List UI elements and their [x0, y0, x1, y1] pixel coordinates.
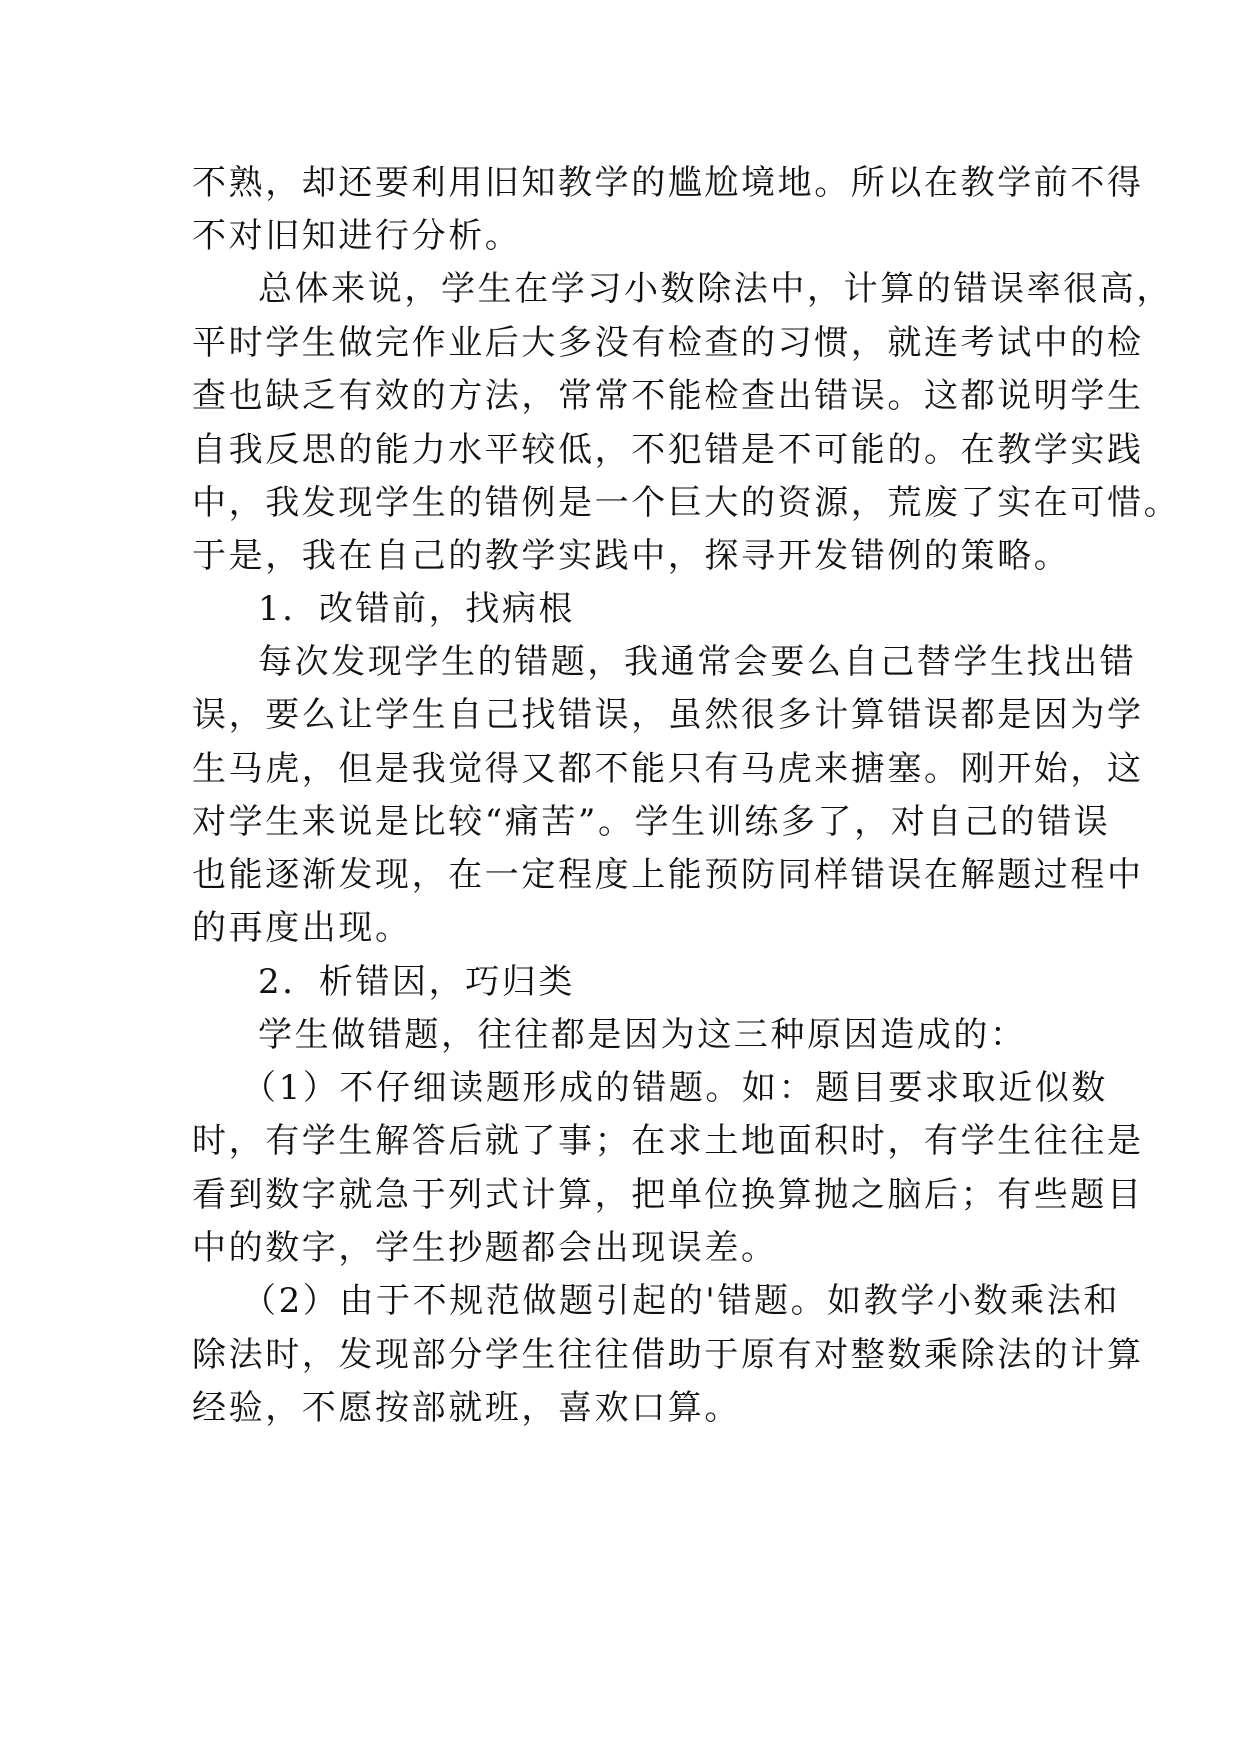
text-line: 误，要么让学生自己找错误，虽然很多计算错误都是因为学 [192, 695, 1144, 735]
text-line: 时，有学生解答后就了事；在求土地面积时，有学生往往是 [192, 1121, 1144, 1161]
text-line: （1）不仔细读题形成的错题。如：题目要求取近似数 [242, 1068, 1109, 1108]
text-line: 也能逐渐发现，在一定程度上能预防同样错误在解题过程中 [192, 855, 1144, 895]
text-line: 总体来说，学生在学习小数除法中，计算的错误率很高， [258, 269, 1173, 309]
text-line: 不熟，却还要利用旧知教学的尴尬境地。所以在教学前不得 [192, 163, 1144, 203]
text-line: 每次发现学生的错题，我通常会要么自己替学生找出错 [258, 642, 1137, 682]
text-line: 生马虎，但是我觉得又都不能只有马虎来搪塞。刚开始，这 [192, 749, 1144, 789]
text-line: 查也缺乏有效的方法，常常不能检查出错误。这都说明学生 [192, 376, 1144, 416]
section-heading: 2．析错因，巧归类 [258, 962, 576, 1002]
text-line: 除法时，发现部分学生往往借助于原有对整数乘除法的计算 [192, 1335, 1144, 1375]
text-line: 不对旧知进行分析。 [192, 216, 522, 256]
text-line: 看到数字就急于列式计算，把单位换算抛之脑后；有些题目 [192, 1175, 1144, 1215]
text-line: 的再度出现。 [192, 908, 412, 948]
text-line: 对学生来说是比较“痛苦”。学生训练多了，对自己的错误 [192, 802, 1111, 842]
text-line: 自我反思的能力水平较低，不犯错是不可能的。在教学实践 [192, 430, 1144, 470]
section-heading: 1．改错前，找病根 [258, 589, 576, 629]
text-line: 中，我发现学生的错例是一个巨大的资源，荒废了实在可惜。 [192, 483, 1181, 523]
text-line: 平时学生做完作业后大多没有检查的习惯，就连考试中的检 [192, 323, 1144, 363]
text-line: 于是，我在自己的教学实践中，探寻开发错例的策略。 [192, 536, 1071, 576]
text-line: （2）由于不规范做题引起的'错题。如教学小数乘法和 [242, 1281, 1120, 1321]
text-line: 经验，不愿按部就班，喜欢口算。 [192, 1388, 741, 1428]
text-line: 中的数字，学生抄题都会出现误差。 [192, 1228, 778, 1268]
text-line: 学生做错题，往往都是因为这三种原因造成的： [258, 1015, 1027, 1055]
